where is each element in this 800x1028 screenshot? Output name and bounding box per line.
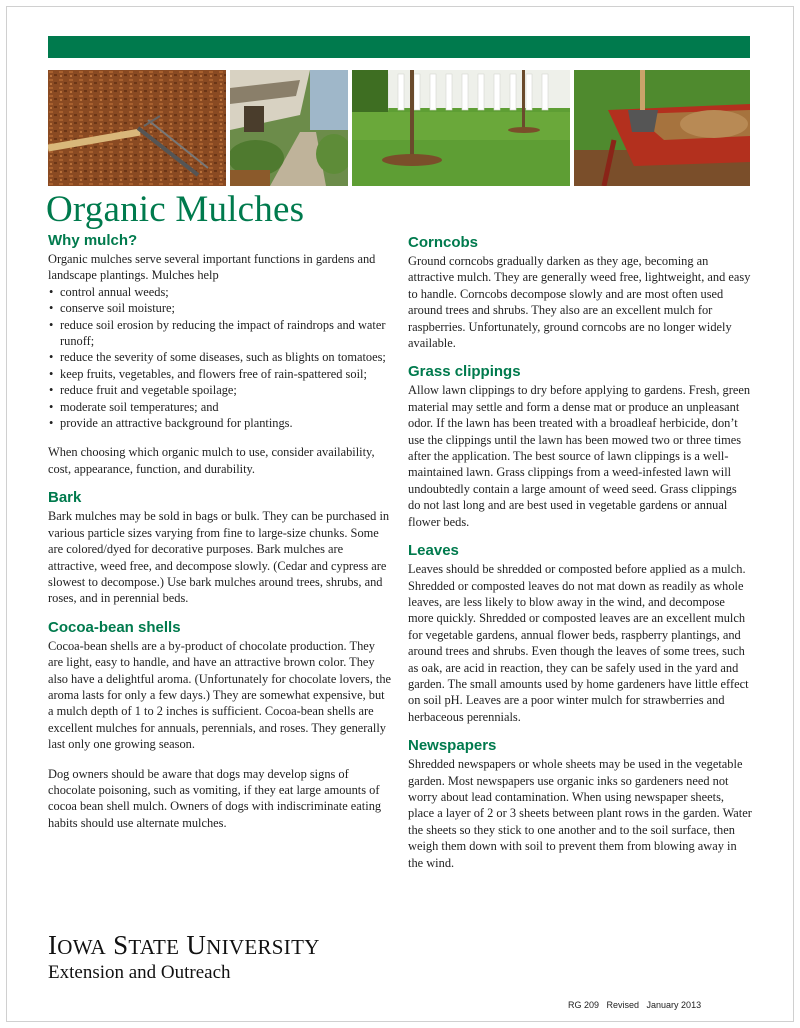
rake-in-bark-mulch-photo bbox=[48, 70, 226, 186]
isu-logo bbox=[48, 930, 320, 984]
isu-wordmark: IOWA STATE UNIVERSITY bbox=[48, 930, 320, 960]
bark-heading: Bark bbox=[48, 489, 82, 507]
cocoa-text-2: Dog owners should be aware that dogs may develop signs of chocolate poisoning, such as vomiting, if they eat large amounts of cocoa bean shell mulch. Owners of dogs with indiscriminate eating habits should use alternate mulches. bbox=[48, 766, 382, 830]
header-color-bar bbox=[48, 36, 750, 58]
leaves-heading: Leaves bbox=[408, 542, 459, 560]
why-mulch-closing: When choosing which organic mulch to use, consider availability, cost, appearance, function, and durability. bbox=[48, 445, 375, 476]
corncobs-text: Ground corncobs gradually darken as they age, becoming an attractive mulch. They are generally weed free, lightweight, and easy to handle. Corncobs decompose slowly and are most often used around trees and shrubs. They also are an excellent mulch for raspberries. Unfortunately, ground corncobs are no longer widely available. bbox=[408, 254, 751, 351]
list-item: • reduce the severity of some diseases, such as blights on tomatoes; bbox=[48, 349, 392, 365]
list-item: • provide an attractive background for plantings. bbox=[48, 415, 392, 431]
list-item: • reduce fruit and vegetable spoilage; bbox=[48, 382, 392, 398]
list-item: • moderate soil temperatures; and bbox=[48, 399, 392, 415]
cocoa-heading: Cocoa-bean shells bbox=[48, 618, 181, 636]
mulched-trees-lawn-photo bbox=[352, 70, 570, 186]
cocoa-text-1: Cocoa-bean shells are a by-product of chocolate production. They are light, easy to handle, and have an attractive brown color. They also have a delightful aroma. (Unfortunately for chocolate lovers, the aroma lasts for only a few days.) They are somewhat expensive, but a mulch depth of 1 to 2 inches is sufficient. Cocoa-bean shells are excellent mulches for annuals, perennials, and roses. They generally last only one growing season. bbox=[48, 638, 392, 752]
grass-text: Allow lawn clippings to dry before applying to gardens. Fresh, green material may settle and form a dense mat or produce an unpleasant odor. If the lawn has been treated with a broadleaf herbicide, don’t use the clippings until the lawn has been mowed two or three times after the application. The best source of lawn clippings is a well-maintained lawn. Grass clippings from a weed-infested lawn will undoubtedly contain a large amount of weed seed. Grass clippings do not last long and are best used in vegetable gardens or annual flower beds. bbox=[408, 383, 751, 529]
grass-heading: Grass clippings bbox=[408, 363, 521, 381]
list-item: • reduce soil erosion by reducing the impact of raindrops and water runoff; bbox=[48, 317, 392, 350]
why-mulch-heading: Why mulch? bbox=[48, 232, 138, 249]
right-column bbox=[408, 234, 752, 871]
list-item: • conserve soil moisture; bbox=[48, 300, 392, 316]
list-item: • keep fruits, vegetables, and flowers free of rain-spattered soil; bbox=[48, 366, 392, 382]
left-column bbox=[48, 232, 392, 831]
newspapers-heading: Newspapers bbox=[408, 737, 497, 755]
wheelbarrow-mulch-photo bbox=[574, 70, 750, 186]
corncobs-heading: Corncobs bbox=[408, 234, 479, 251]
bark-text: Bark mulches may be sold in bags or bulk. They can be purchased in various particle sizes varying from fine to large-size chunks. Some are colored/dyed for decorative purposes. Bark mulches are attractive, weed free, and decompose slowly. (Cedar and cypress are slowest to decompose.) Use bark mulches around trees, shrubs, and roses, and in perennial beds. bbox=[48, 509, 390, 606]
why-mulch-intro: Organic mulches serve several important functions in gardens and landscape plantings. Mulches help bbox=[48, 252, 376, 283]
publication-id: RG 209 Revised January 2013 bbox=[568, 1000, 702, 1010]
page-title: Organic Mulches bbox=[46, 189, 305, 230]
isu-extension-subtitle: Extension and Outreach bbox=[48, 962, 231, 983]
benefits-list bbox=[48, 284, 392, 432]
newspapers-text: Shredded newspapers or whole sheets may be used in the vegetable garden. Most newspapers use organic inks so gardeners need not worry about lead contamination. When using newspaper sheets, place a layer of 2 or 3 sheets between plant rows in the garden. Water the sheets so they stick to one another and to the soil surface, then weigh them down with soil to prevent them from blowing away in the wind. bbox=[408, 757, 752, 870]
mulched-garden-path-photo bbox=[230, 70, 348, 186]
list-item: • control annual weeds; bbox=[48, 284, 392, 300]
leaves-text: Leaves should be shredded or composted before applied as a mulch. Shredded or composted leaves do not mat down as readily as whole leaves, are less likely to blow away in the wind, and decompose more quickly. Shredded or composted leaves are an excellent mulch for vegetable gardens, annual flower beds, raspberry plantings, and around trees and shrubs. Even though the leaves of some trees, such as oak, are acid in reaction, they can be safely used in the yard and garden. The small amounts used by home gardeners have little effect on soil pH. Leaves are a poor winter mulch for strawberries and herbaceous perennials. bbox=[408, 562, 749, 724]
